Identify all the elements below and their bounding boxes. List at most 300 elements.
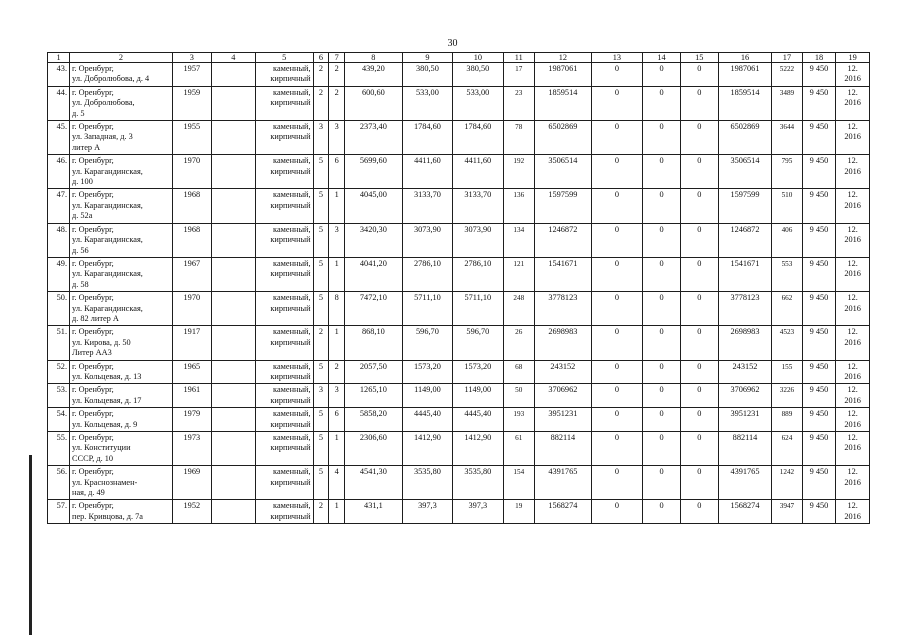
cell-col-3: 1967: [172, 257, 211, 291]
cell-col-15: 0: [680, 63, 718, 87]
cell-line: г. Оренбург,: [72, 385, 114, 395]
cell-col-10: 2786,10: [453, 257, 503, 291]
cell-col-11: 19: [503, 500, 534, 524]
cell-col-9: 1412,90: [402, 432, 452, 466]
cell-col-4: [211, 86, 255, 120]
cell-line: 2016: [844, 395, 861, 405]
cell-line: ул. Кольцевая, д. 17: [72, 395, 142, 405]
cell-col-12: 1597599: [535, 189, 592, 223]
cell-col-3: 1970: [172, 292, 211, 326]
cell-line: 12.: [847, 385, 858, 395]
cell-col-6: 2: [313, 326, 329, 360]
cell-col-18: 9 450: [802, 360, 836, 384]
cell-col-16: 882114: [718, 432, 772, 466]
cell-col-14: 0: [643, 326, 681, 360]
cell-col-7: 4: [329, 466, 345, 500]
cell-col-5: [255, 466, 313, 500]
cell-line: г. Оренбург,: [72, 293, 114, 303]
cell-col-5: [255, 189, 313, 223]
table-row: [48, 121, 870, 155]
cell-line: СССР, д. 10: [72, 453, 114, 463]
cell-line: ная, д. 49: [72, 488, 105, 498]
cell-col-5: [255, 360, 313, 384]
cell-col-8: 5858,20: [345, 408, 403, 432]
cell-col-3: 1965: [172, 360, 211, 384]
cell-col-12: 243152: [535, 360, 592, 384]
cell-col-19: [836, 223, 870, 257]
cell-col-13: 0: [591, 189, 642, 223]
cell-col-4: [211, 360, 255, 384]
cell-col-16: 3951231: [718, 408, 772, 432]
cell-col-8: 439,20: [345, 63, 403, 87]
cell-col-2: [70, 466, 173, 500]
cell-col-1: 50.: [48, 292, 70, 326]
cell-col-10: 533,00: [453, 86, 503, 120]
cell-line: литер А: [72, 142, 101, 152]
cell-col-1: 46.: [48, 155, 70, 189]
scan-edge-mark: [29, 455, 32, 635]
cell-col-17: 5222: [772, 63, 802, 87]
cell-col-10: 1149,00: [453, 384, 503, 408]
table-row: [48, 408, 870, 432]
cell-col-4: [211, 189, 255, 223]
cell-col-17: 3226: [772, 384, 802, 408]
cell-col-2: [70, 223, 173, 257]
cell-col-6: 5: [313, 292, 329, 326]
cell-col-11: 193: [503, 408, 534, 432]
column-number-cell: 17: [772, 53, 802, 63]
column-number-cell: 15: [680, 53, 718, 63]
cell-col-6: 3: [313, 121, 329, 155]
cell-line: кирпичный: [270, 395, 311, 405]
cell-col-18: 9 450: [802, 500, 836, 524]
cell-line: кирпичный: [270, 337, 311, 347]
cell-line: ул. Карагандинская,: [72, 235, 143, 245]
cell-col-10: 5711,10: [453, 292, 503, 326]
column-number-cell: 19: [836, 53, 870, 63]
cell-col-1: 47.: [48, 189, 70, 223]
cell-col-18: 9 450: [802, 223, 836, 257]
cell-col-12: 4391765: [535, 466, 592, 500]
cell-col-1: 45.: [48, 121, 70, 155]
cell-line: каменный,: [273, 327, 311, 337]
cell-line: 2016: [844, 74, 861, 84]
cell-col-3: 1917: [172, 326, 211, 360]
cell-line: ул. Добролюбова, д. 4: [72, 74, 150, 84]
cell-col-12: 3951231: [535, 408, 592, 432]
cell-col-19: [836, 500, 870, 524]
cell-line: д. 58: [72, 279, 89, 289]
cell-col-18: 9 450: [802, 155, 836, 189]
cell-col-19: [836, 466, 870, 500]
cell-col-1: 56.: [48, 466, 70, 500]
cell-col-12: 882114: [535, 432, 592, 466]
cell-col-7: 2: [329, 86, 345, 120]
cell-line: г. Оренбург,: [72, 433, 114, 442]
cell-col-18: 9 450: [802, 86, 836, 120]
cell-line: д. 52а: [72, 211, 93, 221]
column-number-cell: 8: [345, 53, 403, 63]
cell-col-18: 9 450: [802, 121, 836, 155]
cell-line: г. Оренбург,: [72, 224, 114, 234]
column-number-cell: 11: [503, 53, 534, 63]
cell-line: кирпичный: [270, 98, 311, 108]
cell-col-5: [255, 292, 313, 326]
cell-line: г. Оренбург,: [72, 190, 114, 200]
cell-col-9: 3073,90: [402, 223, 452, 257]
cell-line: каменный,: [273, 501, 311, 511]
column-number-cell: 10: [453, 53, 503, 63]
cell-col-10: 1573,20: [453, 360, 503, 384]
cell-col-11: 136: [503, 189, 534, 223]
cell-col-16: 3778123: [718, 292, 772, 326]
cell-line: кирпичный: [270, 371, 311, 381]
cell-col-5: [255, 257, 313, 291]
cell-col-16: 6502869: [718, 121, 772, 155]
cell-line: ул. Конституции: [72, 443, 131, 453]
cell-col-9: 3133,70: [402, 189, 452, 223]
cell-col-19: [836, 408, 870, 432]
cell-line: кирпичный: [270, 132, 311, 142]
cell-col-2: [70, 155, 173, 189]
cell-col-3: 1968: [172, 189, 211, 223]
cell-col-17: 3644: [772, 121, 802, 155]
table-row: [48, 466, 870, 500]
cell-line: каменный,: [273, 258, 311, 268]
cell-line: 2016: [844, 443, 861, 453]
cell-col-13: 0: [591, 155, 642, 189]
cell-col-5: [255, 63, 313, 87]
table-row: [48, 86, 870, 120]
cell-col-16: 1987061: [718, 63, 772, 87]
cell-line: ул. Кольцевая, д. 13: [72, 371, 142, 381]
cell-col-2: [70, 432, 173, 466]
cell-col-15: 0: [680, 189, 718, 223]
cell-col-11: 50: [503, 384, 534, 408]
cell-col-16: 1246872: [718, 223, 772, 257]
table-row: [48, 257, 870, 291]
cell-line: г. Оренбург,: [72, 64, 114, 73]
cell-col-4: [211, 155, 255, 189]
cell-line: 2016: [844, 337, 861, 347]
cell-line: 2016: [844, 132, 861, 142]
cell-col-2: [70, 121, 173, 155]
cell-col-1: 57.: [48, 500, 70, 524]
cell-col-4: [211, 223, 255, 257]
cell-col-18: 9 450: [802, 326, 836, 360]
cell-line: ул. Карагандинская,: [72, 200, 143, 210]
cell-line: каменный,: [273, 156, 311, 166]
cell-col-3: 1959: [172, 86, 211, 120]
cell-line: каменный,: [273, 293, 311, 303]
cell-col-18: 9 450: [802, 292, 836, 326]
cell-line: 2016: [844, 235, 861, 245]
cell-col-16: 243152: [718, 360, 772, 384]
cell-col-10: 1412,90: [453, 432, 503, 466]
cell-col-16: 1568274: [718, 500, 772, 524]
cell-line: 12.: [847, 64, 858, 73]
cell-col-17: 889: [772, 408, 802, 432]
cell-col-10: 4445,40: [453, 408, 503, 432]
cell-line: кирпичный: [270, 443, 311, 453]
cell-col-8: 5699,60: [345, 155, 403, 189]
cell-col-15: 0: [680, 466, 718, 500]
cell-col-11: 68: [503, 360, 534, 384]
cell-col-7: 2: [329, 360, 345, 384]
cell-col-15: 0: [680, 223, 718, 257]
cell-line: г. Оренбург,: [72, 156, 114, 166]
cell-col-1: 48.: [48, 223, 70, 257]
cell-col-4: [211, 500, 255, 524]
housing-register-table: [47, 52, 870, 524]
column-number-cell: 18: [802, 53, 836, 63]
cell-col-2: [70, 257, 173, 291]
cell-col-13: 0: [591, 360, 642, 384]
cell-col-13: 0: [591, 432, 642, 466]
cell-line: д. 82 литер А: [72, 313, 119, 323]
cell-col-14: 0: [643, 63, 681, 87]
cell-col-7: 6: [329, 408, 345, 432]
cell-col-17: 510: [772, 189, 802, 223]
cell-line: кирпичный: [270, 235, 311, 245]
cell-line: 12.: [847, 501, 858, 511]
cell-col-7: 1: [329, 326, 345, 360]
cell-col-10: 397,3: [453, 500, 503, 524]
cell-line: кирпичный: [270, 303, 311, 313]
cell-col-13: 0: [591, 292, 642, 326]
cell-line: кирпичный: [270, 511, 311, 521]
cell-col-3: 1955: [172, 121, 211, 155]
cell-col-9: 596,70: [402, 326, 452, 360]
table-row: [48, 292, 870, 326]
cell-col-15: 0: [680, 326, 718, 360]
cell-line: г. Оренбург,: [72, 409, 114, 419]
cell-col-14: 0: [643, 155, 681, 189]
cell-col-10: 1784,60: [453, 121, 503, 155]
cell-col-4: [211, 63, 255, 87]
cell-col-11: 26: [503, 326, 534, 360]
cell-col-13: 0: [591, 223, 642, 257]
cell-line: каменный,: [273, 224, 311, 234]
cell-line: каменный,: [273, 385, 311, 395]
cell-col-15: 0: [680, 257, 718, 291]
cell-col-15: 0: [680, 360, 718, 384]
cell-col-10: 380,50: [453, 63, 503, 87]
cell-col-16: 2698983: [718, 326, 772, 360]
cell-col-7: 8: [329, 292, 345, 326]
cell-col-14: 0: [643, 292, 681, 326]
cell-col-11: 134: [503, 223, 534, 257]
cell-col-2: [70, 500, 173, 524]
cell-col-9: 5711,10: [402, 292, 452, 326]
cell-col-1: 43.: [48, 63, 70, 87]
column-number-cell: 9: [402, 53, 452, 63]
cell-line: каменный,: [273, 64, 311, 73]
cell-col-17: 155: [772, 360, 802, 384]
cell-col-5: [255, 86, 313, 120]
column-number-cell: 3: [172, 53, 211, 63]
cell-col-17: 553: [772, 257, 802, 291]
cell-line: 2016: [844, 477, 861, 487]
cell-col-13: 0: [591, 326, 642, 360]
cell-col-11: 248: [503, 292, 534, 326]
cell-col-10: 3133,70: [453, 189, 503, 223]
cell-col-19: [836, 121, 870, 155]
cell-col-4: [211, 326, 255, 360]
cell-col-8: 1265,10: [345, 384, 403, 408]
page-number: 30: [447, 38, 458, 49]
cell-col-6: 2: [313, 500, 329, 524]
cell-line: г. Оренбург,: [72, 122, 114, 132]
column-number-row: [48, 53, 870, 63]
cell-line: 2016: [844, 511, 861, 521]
cell-col-14: 0: [643, 500, 681, 524]
cell-col-12: 6502869: [535, 121, 592, 155]
cell-col-6: 2: [313, 86, 329, 120]
cell-col-4: [211, 466, 255, 500]
cell-col-19: [836, 360, 870, 384]
cell-col-16: 3706962: [718, 384, 772, 408]
cell-col-13: 0: [591, 121, 642, 155]
cell-line: кирпичный: [270, 419, 311, 429]
cell-col-3: 1969: [172, 466, 211, 500]
cell-col-6: 5: [313, 189, 329, 223]
cell-col-10: 596,70: [453, 326, 503, 360]
cell-col-5: [255, 500, 313, 524]
cell-col-18: 9 450: [802, 189, 836, 223]
cell-col-8: 2373,40: [345, 121, 403, 155]
cell-col-18: 9 450: [802, 384, 836, 408]
cell-col-9: 4411,60: [402, 155, 452, 189]
column-number-cell: 4: [211, 53, 255, 63]
cell-line: 2016: [844, 269, 861, 279]
cell-col-10: 3535,80: [453, 466, 503, 500]
cell-col-19: [836, 384, 870, 408]
cell-col-14: 0: [643, 408, 681, 432]
cell-line: 2016: [844, 419, 861, 429]
cell-col-7: 3: [329, 121, 345, 155]
cell-col-4: [211, 257, 255, 291]
cell-col-6: 5: [313, 466, 329, 500]
cell-line: каменный,: [273, 361, 311, 371]
cell-col-18: 9 450: [802, 257, 836, 291]
cell-line: ул. Карагандинская,: [72, 303, 143, 313]
cell-line: 2016: [844, 371, 861, 381]
cell-col-13: 0: [591, 63, 642, 87]
cell-line: г. Оренбург,: [72, 467, 114, 477]
cell-col-19: [836, 257, 870, 291]
cell-col-8: 2306,60: [345, 432, 403, 466]
cell-col-13: 0: [591, 86, 642, 120]
cell-col-6: 3: [313, 384, 329, 408]
cell-col-15: 0: [680, 155, 718, 189]
cell-col-11: 154: [503, 466, 534, 500]
cell-line: 12.: [847, 361, 858, 371]
column-number-cell: 6: [313, 53, 329, 63]
cell-col-14: 0: [643, 223, 681, 257]
cell-col-5: [255, 121, 313, 155]
table-row: [48, 384, 870, 408]
cell-col-19: [836, 432, 870, 466]
cell-line: 12.: [847, 156, 858, 166]
cell-col-12: 3506514: [535, 155, 592, 189]
cell-line: 2016: [844, 98, 861, 108]
cell-col-14: 0: [643, 121, 681, 155]
cell-col-4: [211, 292, 255, 326]
cell-col-8: 3420,30: [345, 223, 403, 257]
cell-col-9: 533,00: [402, 86, 452, 120]
cell-col-11: 17: [503, 63, 534, 87]
table-row: [48, 500, 870, 524]
cell-line: каменный,: [273, 190, 311, 200]
cell-col-12: 1246872: [535, 223, 592, 257]
cell-col-2: [70, 408, 173, 432]
cell-col-16: 4391765: [718, 466, 772, 500]
cell-col-17: 4523: [772, 326, 802, 360]
cell-col-3: 1952: [172, 500, 211, 524]
cell-line: г. Оренбург,: [72, 327, 114, 337]
cell-col-2: [70, 326, 173, 360]
cell-col-3: 1973: [172, 432, 211, 466]
cell-col-7: 1: [329, 432, 345, 466]
cell-col-8: 868,10: [345, 326, 403, 360]
cell-col-3: 1968: [172, 223, 211, 257]
cell-line: Литер АА3: [72, 348, 112, 358]
cell-line: кирпичный: [270, 477, 311, 487]
cell-col-5: [255, 432, 313, 466]
cell-col-17: 624: [772, 432, 802, 466]
cell-col-6: 5: [313, 257, 329, 291]
cell-col-11: 121: [503, 257, 534, 291]
table-row: [48, 326, 870, 360]
cell-line: д. 100: [72, 177, 93, 187]
cell-col-1: 51.: [48, 326, 70, 360]
cell-col-18: 9 450: [802, 432, 836, 466]
cell-col-11: 78: [503, 121, 534, 155]
cell-col-15: 0: [680, 86, 718, 120]
cell-col-17: 406: [772, 223, 802, 257]
column-number-cell: 14: [643, 53, 681, 63]
cell-col-13: 0: [591, 384, 642, 408]
cell-line: д. 56: [72, 245, 89, 255]
cell-col-5: [255, 155, 313, 189]
cell-col-15: 0: [680, 384, 718, 408]
cell-col-1: 52.: [48, 360, 70, 384]
cell-line: ул. Карагандинская,: [72, 269, 143, 279]
cell-col-16: 3506514: [718, 155, 772, 189]
column-number-cell: 2: [70, 53, 173, 63]
cell-col-17: 1242: [772, 466, 802, 500]
cell-col-12: 1568274: [535, 500, 592, 524]
cell-line: ул. Карагандинская,: [72, 166, 143, 176]
cell-line: 12.: [847, 327, 858, 337]
cell-col-14: 0: [643, 384, 681, 408]
cell-col-9: 380,50: [402, 63, 452, 87]
cell-col-11: 23: [503, 86, 534, 120]
cell-col-15: 0: [680, 500, 718, 524]
cell-line: 2016: [844, 303, 861, 313]
cell-line: каменный,: [273, 409, 311, 419]
column-number-cell: 13: [591, 53, 642, 63]
cell-col-17: 795: [772, 155, 802, 189]
cell-col-12: 3778123: [535, 292, 592, 326]
cell-line: 2016: [844, 166, 861, 176]
cell-col-3: 1970: [172, 155, 211, 189]
cell-col-12: 2698983: [535, 326, 592, 360]
cell-col-15: 0: [680, 292, 718, 326]
cell-col-11: 61: [503, 432, 534, 466]
cell-col-14: 0: [643, 86, 681, 120]
